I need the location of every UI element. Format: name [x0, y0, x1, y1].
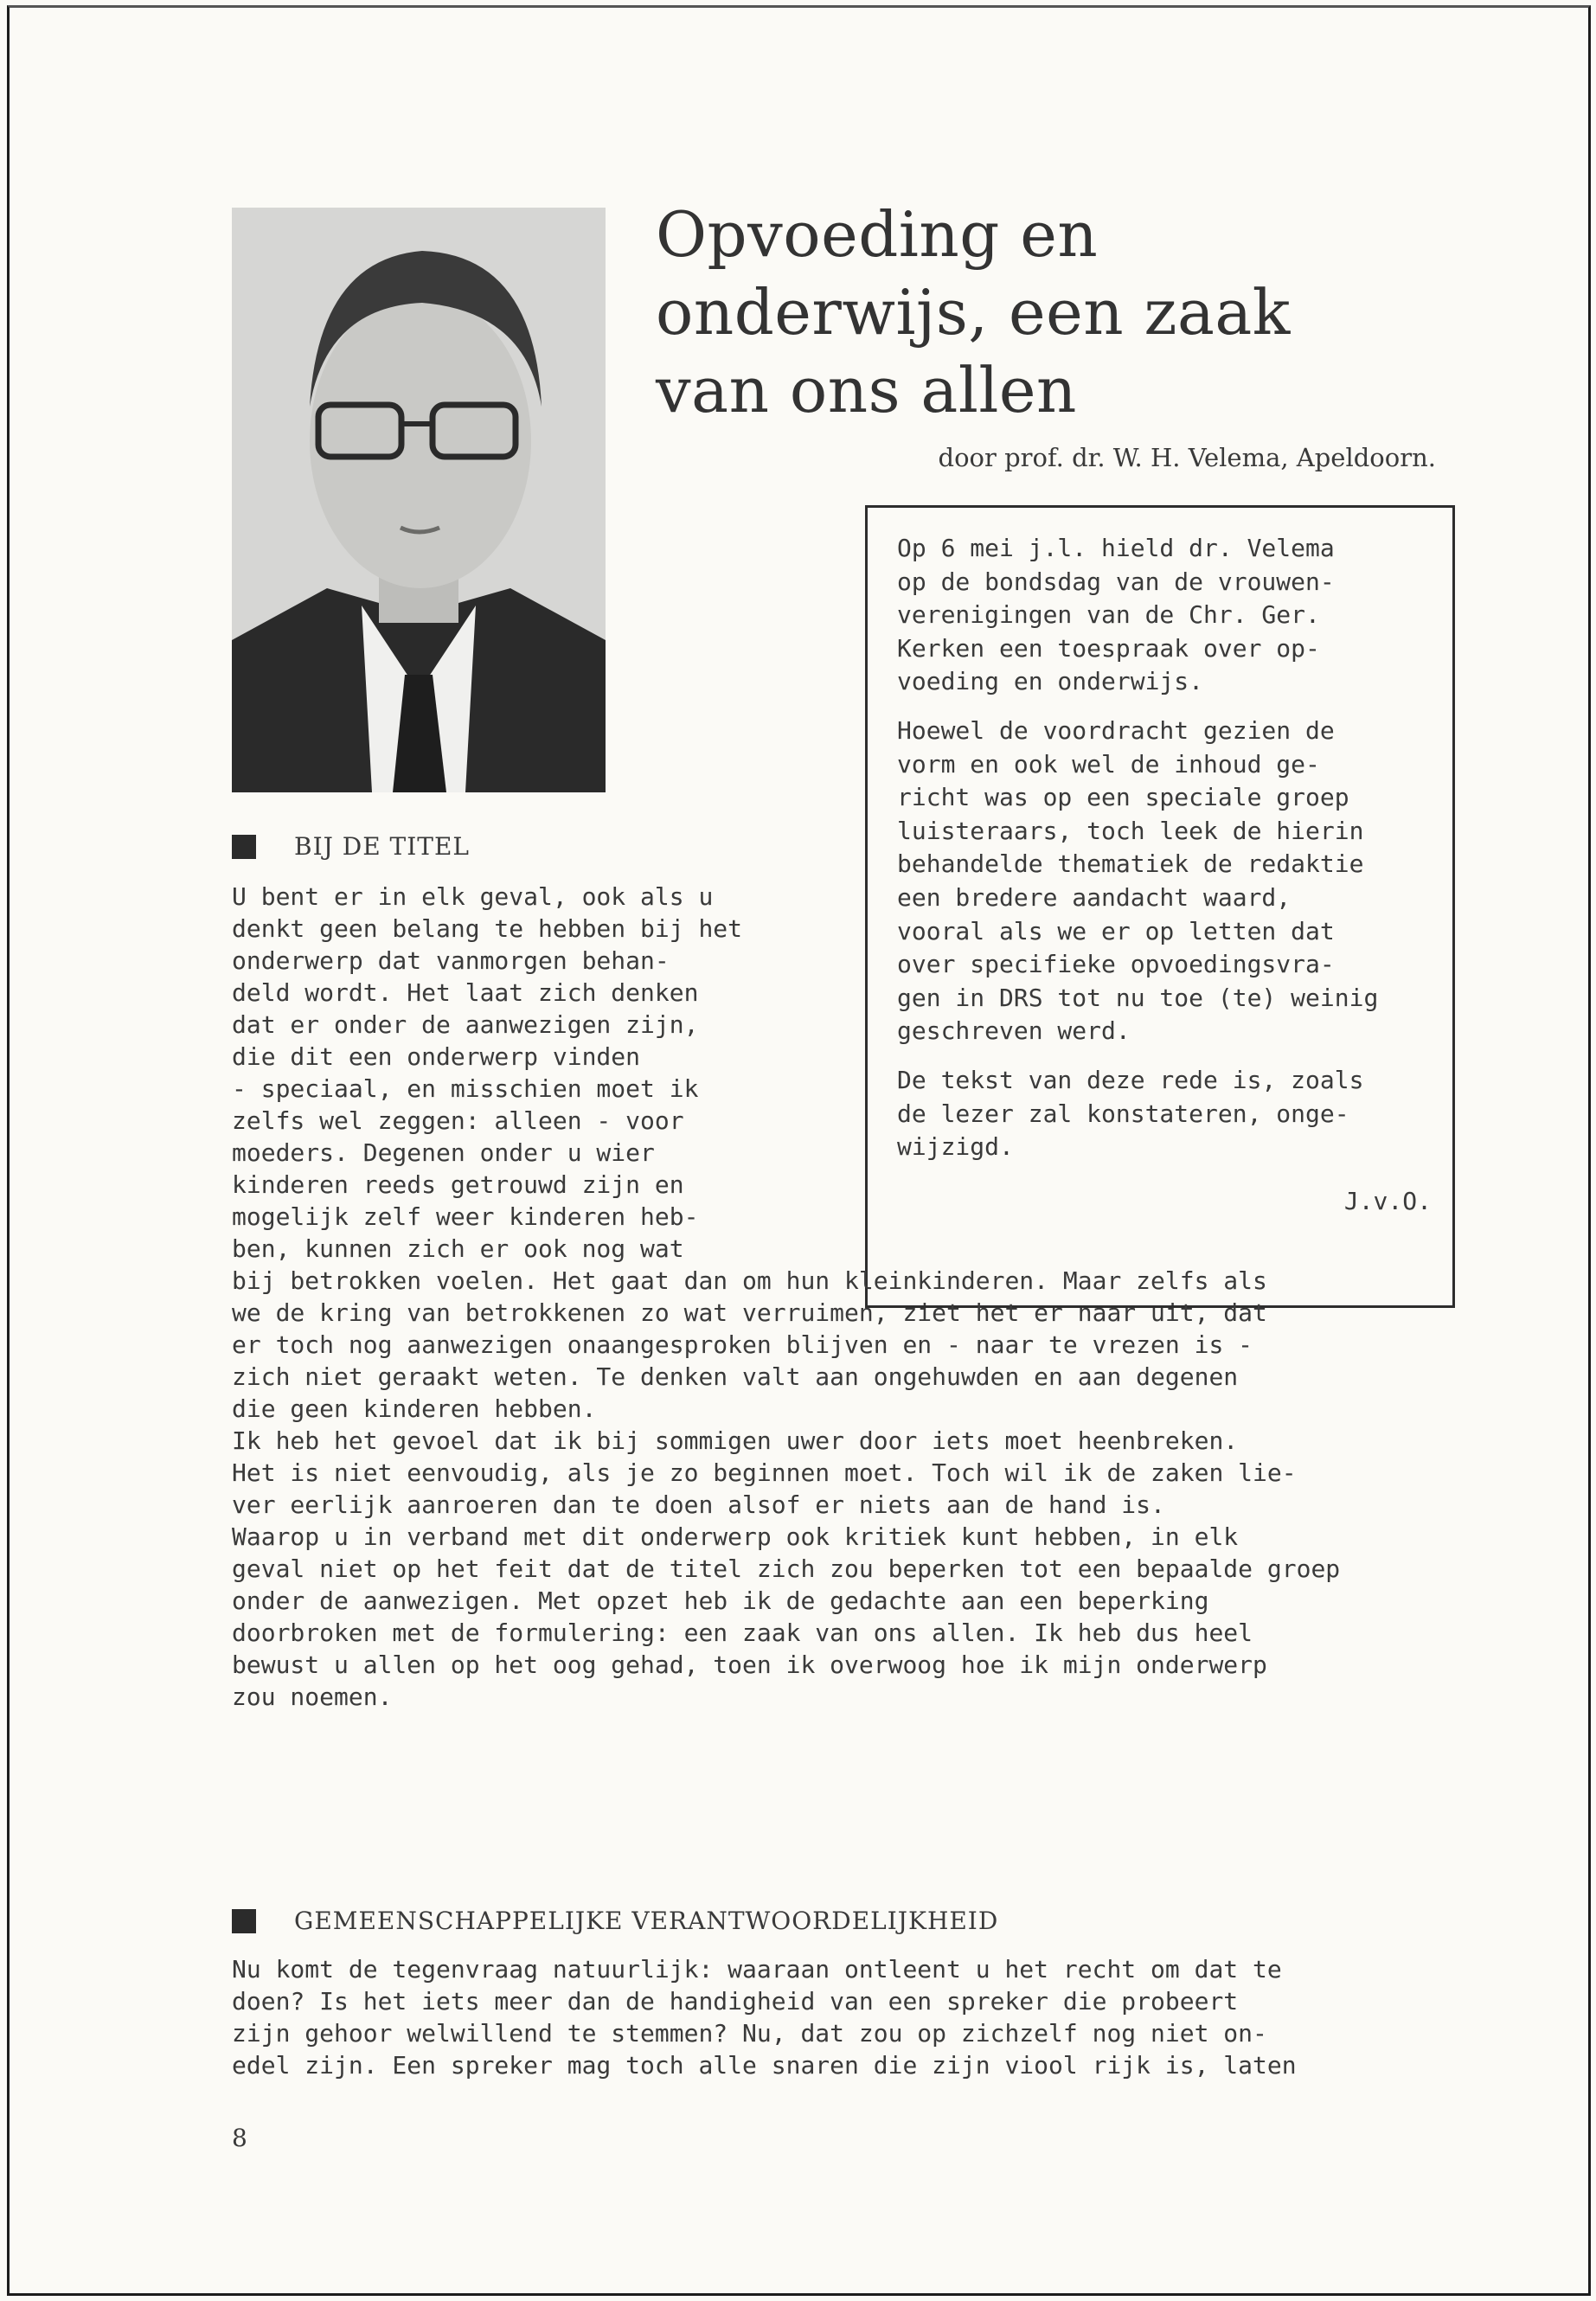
author-portrait-photo — [232, 208, 606, 792]
section-heading-gemeenschappelijke — [232, 1907, 998, 1935]
section-heading-bij-de-titel — [232, 832, 470, 861]
intro-paragraph-3: De tekst van deze rede is, zoals de lezer zal konstateren, onge- wijzigd. — [897, 1065, 1364, 1162]
section-heading-label: BIJ DE TITEL — [294, 832, 470, 861]
section-square-icon — [232, 1909, 256, 1933]
page-number: 8 — [232, 2124, 247, 2152]
section-heading-label: GEMEENSCHAPPELIJKE VERANTWOORDELIJKHEID — [294, 1907, 999, 1935]
section1-narrow-text: U bent er in elk geval, ook als u denkt geen belang te hebben bij het onderwerp dat vanmorgen behan- deld wordt. Het laat zich denken dat er onder de aanwezigen zijn, die dit een onderwerp vinden - speciaal, en misschien moet ik zelfs wel zeggen: alleen - voor moeders. Degenen onder u wier kinderen reeds getrouwd zijn en mogelijk zelf weer kinderen heb- ben, kunnen zich er ook nog wat — [232, 882, 743, 1263]
title-line-2: onderwijs, een zaak — [656, 276, 1291, 349]
editorial-intro-box — [865, 505, 1455, 1308]
article-title — [656, 195, 1521, 429]
intro-paragraph-2: Hoewel de voordracht gezien de vorm en ook wel de inhoud ge- richt was op een speciale groep luisteraars, toch leek de hierin behandelde thematiek de redaktie een bredere aandacht waard, vooral als we er op letten dat over specifieke opvoedingsvra- gen in DRS tot nu toe (te) weinig geschreven werd. — [897, 715, 1379, 1046]
title-line-1: Opvoeding en — [656, 198, 1099, 271]
editor-signature: J.v.O. — [1343, 1186, 1432, 1215]
section-square-icon — [232, 835, 256, 859]
author-byline: door prof. dr. W. H. Velema, Apeldoorn. — [938, 443, 1436, 472]
section1-wide-text: bij betrokken voelen. Het gaat dan om hun kleinkinderen. Maar zelfs als we de kring van betrokkenen zo wat verruimen, ziet het er naar uit, dat er toch nog aanwezigen onaangesproken blijven en - naar te vrezen is - zich niet geraakt weten. Te denken valt aan ongehuwden en aan degenen die geen kinderen hebben. Ik heb het gevoel dat ik bij sommigen uwer door iets moet heenbreken. Het is niet eenvoudig, als je zo beginnen moet. Toch wil ik de zaken lie- ver eerlijk aanroeren dan te doen alsof er niets aan de hand is. Waarop u in verband met dit onderwerp ook kritiek kunt hebben, in elk geval niet op het feit dat de titel zich zou beperken tot een bepaalde groep onder de aanwezigen. Met opzet heb ik de gedachte aan een beperking doorbroken met de formulering: een zaak van ons allen. Ik heb dus heel bewust u allen op het oog gehad, toen ik overwoog hoe ik mijn onderwerp zou noemen. — [232, 1266, 1341, 1711]
title-line-3: van ons allen — [656, 354, 1077, 426]
intro-paragraph-1: Op 6 mei j.l. hield dr. Velema op de bondsdag van de vrouwen- verenigingen van de Chr. Ger. Kerken een toespraak over op- voeding en onderwijs. — [897, 534, 1335, 696]
section2-text: Nu komt de tegenvraag natuurlijk: waaraan ontleent u het recht om dat te doen? Is het iets meer dan de handigheid van een spreker die probeert zijn gehoor welwillend te stemmen? Nu, dat zou op zichzelf nog niet on- edel zijn. Een spreker mag toch alle snaren die zijn viool rijk is, laten — [232, 1955, 1297, 2080]
